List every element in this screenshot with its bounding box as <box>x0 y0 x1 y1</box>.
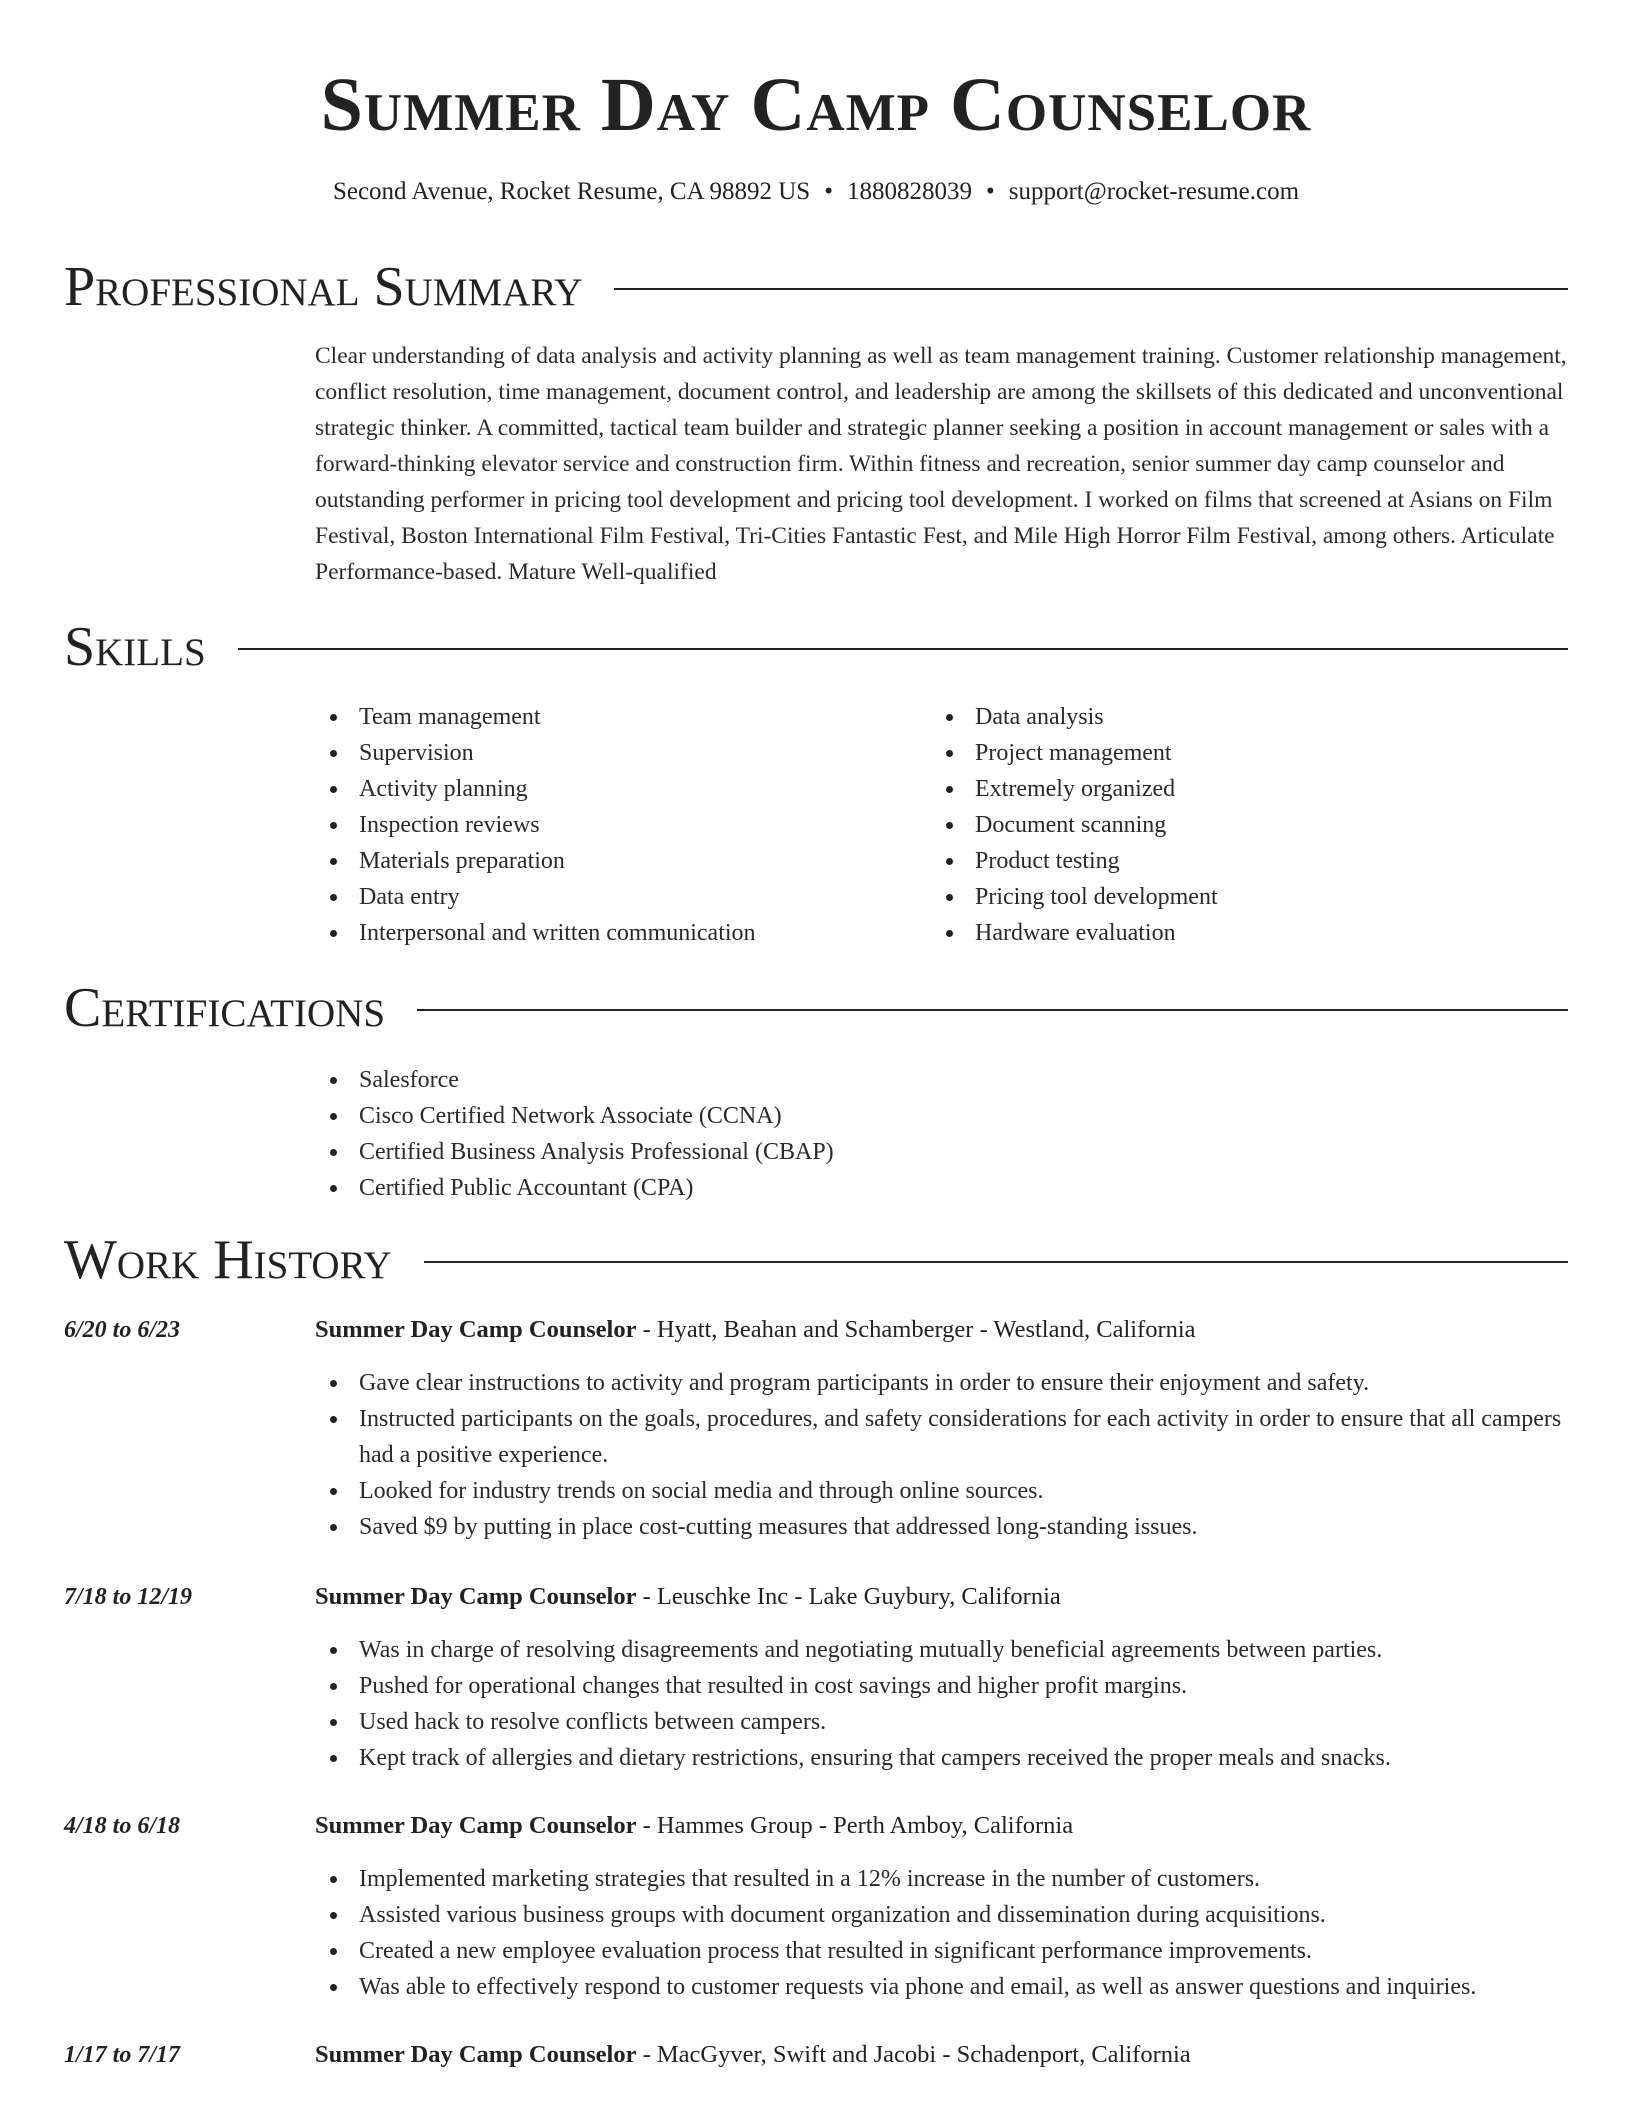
contact-separator: • <box>985 178 995 205</box>
job-company-location: - Hyatt, Beahan and Schamberger - Westland, California <box>636 1316 1196 1343</box>
job-headline <box>315 1580 1061 1614</box>
skill-item: Activity planning <box>315 771 915 807</box>
contact-address: Second Avenue, Rocket Resume, CA 98892 US <box>332 178 811 205</box>
section-header-work-history <box>64 1228 1568 1292</box>
certification-item: Salesforce <box>315 1062 1215 1098</box>
summary-paragraph: Clear understanding of data analysis and activity planning as well as team management training. Customer relationship management, conflict resolution, time management, document control, and leadership are among the skillsets of this dedicated and unconventional strategic thinker. A committed, tactical team builder and strategic planner seeking a position in account management or sales with a forward-thinking elevator service and construction firm. Within fitness and recreation, senior summer day camp counselor and outstanding performer in pricing tool development and pricing tool development. I worked on films that screened at Asians on Film Festival, Boston International Film Festival, Tri-Cities Fantastic Fest, and Mile High Horror Film Festival, among others. Articulate Performance-based. Mature Well-qualified <box>315 343 1567 585</box>
section-title: Professional Summary <box>64 256 583 318</box>
section-header-certifications <box>64 976 1568 1040</box>
job-role: Summer Day Camp Counselor <box>315 1812 637 1839</box>
job-headline <box>315 1809 1073 1843</box>
job-company-location: - Leuschke Inc - Lake Guybury, California <box>636 1583 1061 1610</box>
job-dates: 1/17 to 7/17 <box>64 2042 181 2068</box>
skill-item: Product testing <box>931 843 1531 879</box>
job-bullets <box>315 1861 1570 2005</box>
section-title: Certifications <box>64 977 386 1039</box>
skill-item: Team management <box>315 699 915 735</box>
job-company-location: - MacGyver, Swift and Jacobi - Schadenport, California <box>636 2041 1191 2068</box>
section-title: Work History <box>64 1229 392 1291</box>
job-headline <box>315 1313 1196 1347</box>
job-dates: 6/20 to 6/23 <box>64 1317 181 1343</box>
section-header-skills <box>64 615 1568 679</box>
job-bullets <box>315 1632 1570 1776</box>
skill-item: Document scanning <box>931 807 1531 843</box>
job-company-location: - Hammes Group - Perth Amboy, California <box>636 1812 1074 1839</box>
job-bullet: Pushed for operational changes that resulted in cost savings and higher profit margins. <box>315 1668 1570 1704</box>
section-rule <box>238 648 1568 650</box>
section-rule <box>424 1261 1568 1263</box>
skill-item: Materials preparation <box>315 843 915 879</box>
contact-separator: • <box>824 178 833 205</box>
contact-line <box>0 177 1632 207</box>
skill-item: Extremely organized <box>931 771 1531 807</box>
certifications-list <box>315 1062 1215 1206</box>
resume-name: Summer Day Camp Counselor <box>320 63 1312 147</box>
job-bullet: Gave clear instructions to activity and program participants in order to ensure their enjoyment and safety. <box>315 1365 1570 1401</box>
certification-item: Certified Business Analysis Professional (CBAP) <box>315 1134 1215 1170</box>
contact-phone: 1880828039 <box>846 178 972 205</box>
certification-item: Cisco Certified Network Associate (CCNA) <box>315 1098 1215 1134</box>
skill-item: Project management <box>931 735 1531 771</box>
skill-item: Hardware evaluation <box>931 915 1531 951</box>
job-role: Summer Day Camp Counselor <box>315 1583 637 1610</box>
skill-item: Pricing tool development <box>931 879 1531 915</box>
job-dates: 7/18 to 12/19 <box>64 1584 193 1610</box>
job-bullet: Kept track of allergies and dietary restrictions, ensuring that campers received the proper meals and snacks. <box>315 1740 1570 1776</box>
job-bullet: Was in charge of resolving disagreements and negotiating mutually beneficial agreements between parties. <box>315 1632 1570 1668</box>
skill-item: Supervision <box>315 735 915 771</box>
skill-item: Interpersonal and written communication <box>315 915 915 951</box>
section-rule <box>417 1009 1568 1011</box>
job-bullet: Assisted various business groups with document organization and dissemination during acquisitions. <box>315 1897 1570 1933</box>
section-title: Skills <box>64 616 206 678</box>
job-bullets <box>315 1365 1570 1545</box>
skills-list-left <box>315 699 915 951</box>
job-bullet: Was able to effectively respond to customer requests via phone and email, as well as answer questions and inquiries. <box>315 1969 1570 2005</box>
skill-item: Data analysis <box>931 699 1531 735</box>
job-dates: 4/18 to 6/18 <box>64 1813 181 1839</box>
skills-list-right <box>931 699 1531 951</box>
section-header-summary <box>64 255 1568 319</box>
job-bullet: Looked for industry trends on social media and through online sources. <box>315 1473 1570 1509</box>
section-rule <box>614 288 1568 290</box>
skill-item: Data entry <box>315 879 915 915</box>
job-bullet: Implemented marketing strategies that resulted in a 12% increase in the number of customers. <box>315 1861 1570 1897</box>
job-bullet: Saved $9 by putting in place cost-cutting measures that addressed long-standing issues. <box>315 1509 1570 1545</box>
job-headline <box>315 2038 1191 2072</box>
job-role: Summer Day Camp Counselor <box>315 1316 637 1343</box>
skill-item: Inspection reviews <box>315 807 915 843</box>
job-bullet: Used hack to resolve conflicts between campers. <box>315 1704 1570 1740</box>
job-bullet: Instructed participants on the goals, procedures, and safety considerations for each activity in order to ensure that all campers had a positive experience. <box>315 1401 1570 1473</box>
contact-email: support@rocket-resume.com <box>1008 178 1300 205</box>
job-bullet: Created a new employee evaluation process that resulted in significant performance improvements. <box>315 1933 1570 1969</box>
certification-item: Certified Public Accountant (CPA) <box>315 1170 1215 1206</box>
job-role: Summer Day Camp Counselor <box>315 2041 637 2068</box>
